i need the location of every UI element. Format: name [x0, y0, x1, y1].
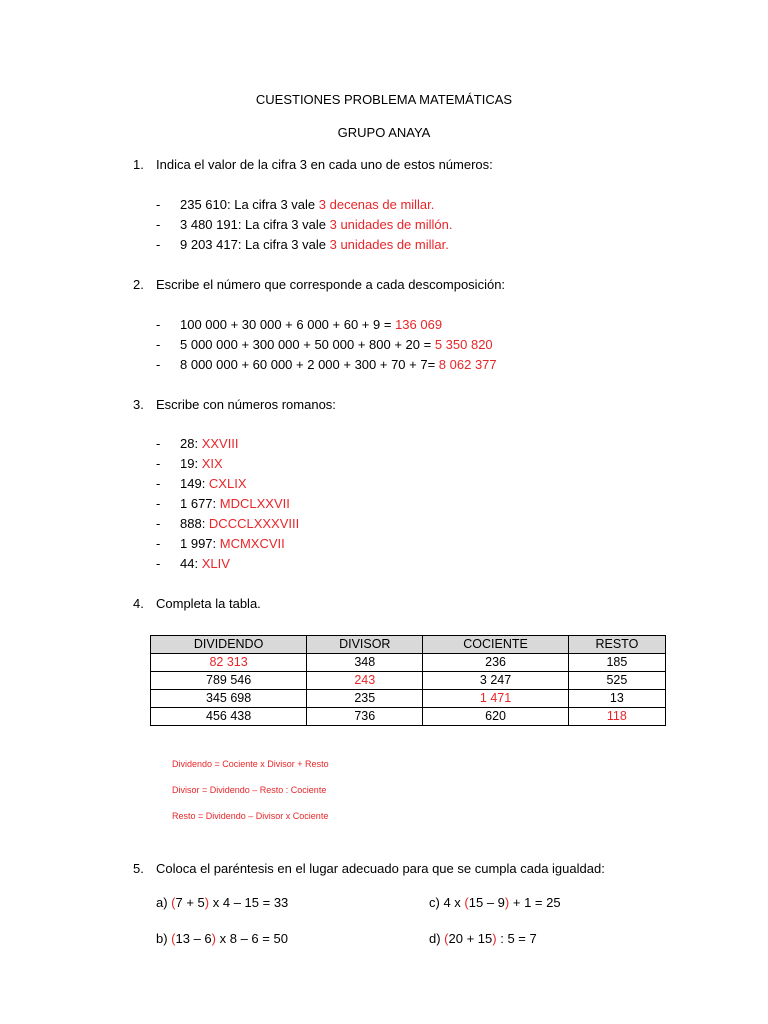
q2-item: 8 000 000 + 60 000 + 2 000 + 300 + 70 + 7= 8 062 377	[180, 357, 497, 372]
bullet-dash: -	[156, 237, 161, 252]
division-table	[150, 635, 666, 726]
table-cell: 235	[307, 690, 423, 708]
table-cell-answer: 1 471	[423, 690, 568, 708]
answer: 3 decenas de millar.	[318, 197, 435, 212]
bullet-dash: -	[156, 436, 161, 451]
answer: 136 069	[395, 317, 443, 332]
answer: XIX	[201, 456, 223, 471]
answer: 5 350 820	[434, 337, 493, 352]
q4-number: 4.	[133, 596, 144, 611]
q2-text: Escribe el número que corresponde a cada descomposición:	[156, 277, 506, 292]
equation-d: d) (20 + 15) : 5 = 7	[429, 931, 537, 946]
q2-number: 2.	[133, 277, 144, 292]
table-cell: 345 698	[151, 690, 307, 708]
table-header-row	[151, 636, 666, 654]
equation-b: b) (13 – 6) x 8 – 6 = 50	[156, 931, 288, 946]
table-cell: 13	[568, 690, 665, 708]
equation-c: c) 4 x (15 – 9) + 1 = 25	[429, 895, 561, 910]
q5-number: 5.	[133, 861, 144, 876]
table-cell: 456 438	[151, 708, 307, 726]
q5-text: Coloca el paréntesis en el lugar adecuado para que se cumpla cada igualdad:	[156, 861, 605, 876]
q1-item: 3 480 191: La cifra 3 vale 3 unidades de millón.	[180, 217, 453, 232]
q2-item: 100 000 + 30 000 + 6 000 + 60 + 9 = 136 069	[180, 317, 443, 332]
answer: 8 062 377	[438, 357, 497, 372]
table-row	[151, 672, 666, 690]
table-cell: 348	[307, 654, 423, 672]
q3-text: Escribe con números romanos:	[156, 397, 336, 412]
table-cell: 3 247	[423, 672, 568, 690]
q2-item: 5 000 000 + 300 000 + 50 000 + 800 + 20 = 5 350 820	[180, 337, 493, 352]
q3-number: 3.	[133, 397, 144, 412]
header-dividendo: DIVIDENDO	[151, 636, 307, 654]
answer: 3 unidades de millón.	[329, 217, 453, 232]
bullet-dash: -	[156, 197, 161, 212]
bullet-dash: -	[156, 556, 161, 571]
table-cell: 620	[423, 708, 568, 726]
bullet-dash: -	[156, 496, 161, 511]
q1-text: Indica el valor de la cifra 3 en cada uno de estos números:	[156, 157, 493, 172]
table-cell: 185	[568, 654, 665, 672]
formula-resto: Resto = Dividendo – Divisor x Cociente	[172, 811, 329, 821]
bullet-dash: -	[156, 536, 161, 551]
table-row	[151, 690, 666, 708]
table-cell-answer: 243	[307, 672, 423, 690]
formula-dividendo: Dividendo = Cociente x Divisor + Resto	[172, 759, 329, 769]
q3-item: 888: DCCCLXXXVIII	[180, 516, 300, 531]
header-divisor: DIVISOR	[307, 636, 423, 654]
answer: 3 unidades de millar.	[329, 237, 449, 252]
q3-item: 1 677: MDCLXXVII	[180, 496, 290, 511]
formula-divisor: Divisor = Dividendo – Resto : Cociente	[172, 785, 327, 795]
answer: CXLIX	[208, 476, 247, 491]
q3-item: 44: XLIV	[180, 556, 230, 571]
equation-a: a) (7 + 5) x 4 – 15 = 33	[156, 895, 289, 910]
table-cell: 525	[568, 672, 665, 690]
q4-text: Completa la tabla.	[156, 596, 261, 611]
bullet-dash: -	[156, 476, 161, 491]
table-cell-answer: 82 313	[151, 654, 307, 672]
q1-item: 9 203 417: La cifra 3 vale 3 unidades de millar.	[180, 237, 449, 252]
bullet-dash: -	[156, 337, 161, 352]
q3-item: 1 997: MCMXCVII	[180, 536, 285, 551]
table-cell: 236	[423, 654, 568, 672]
answer: MDCLXXVII	[219, 496, 290, 511]
table-row	[151, 708, 666, 726]
bullet-dash: -	[156, 317, 161, 332]
header-cociente: COCIENTE	[423, 636, 568, 654]
answer: XLIV	[201, 556, 230, 571]
q1-item: 235 610: La cifra 3 vale 3 decenas de millar.	[180, 197, 435, 212]
answer: XXVIII	[201, 436, 239, 451]
q3-item: 28: XXVIII	[180, 436, 239, 451]
table-row	[151, 654, 666, 672]
table-cell: 736	[307, 708, 423, 726]
table-cell: 789 546	[151, 672, 307, 690]
bullet-dash: -	[156, 516, 161, 531]
q3-item: 19: XIX	[180, 456, 223, 471]
header-resto: RESTO	[568, 636, 665, 654]
document-subtitle: GRUPO ANAYA	[337, 125, 431, 140]
bullet-dash: -	[156, 217, 161, 232]
document-title: CUESTIONES PROBLEMA MATEMÁTICAS	[255, 92, 513, 107]
bullet-dash: -	[156, 456, 161, 471]
q3-item: 149: CXLIX	[180, 476, 247, 491]
answer: MCMXCVII	[219, 536, 285, 551]
answer: DCCCLXXXVIII	[208, 516, 300, 531]
q1-number: 1.	[133, 157, 144, 172]
table-cell-answer: 118	[568, 708, 665, 726]
bullet-dash: -	[156, 357, 161, 372]
